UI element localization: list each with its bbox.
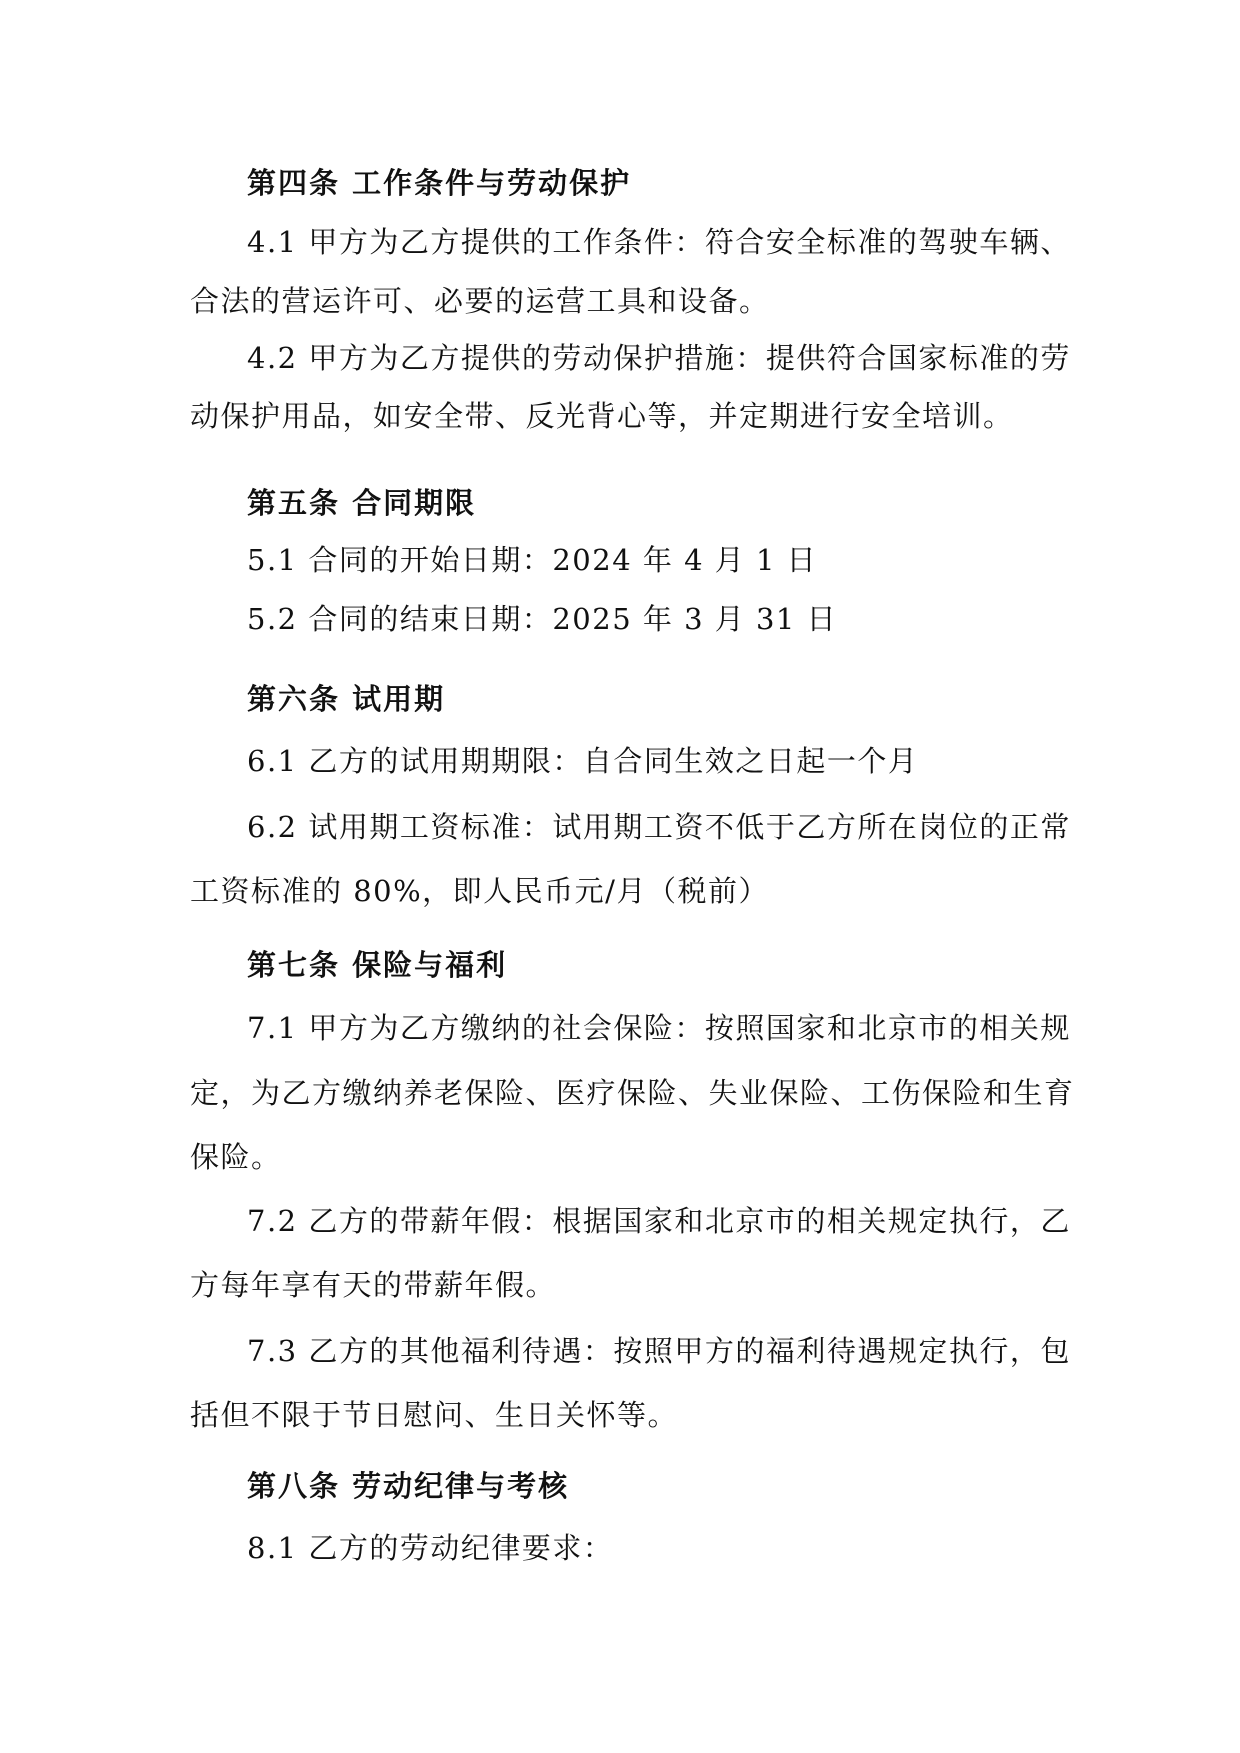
article-4-heading: 第四条 工作条件与劳动保护: [247, 166, 632, 200]
clause-6-2-cont: 工资标准的 80%，即人民币元/月（税前）: [190, 874, 769, 908]
clause-5-1: 5.1 合同的开始日期：2024 年 4 月 1 日: [247, 543, 818, 577]
clause-6-2: 6.2 试用期工资标准：试用期工资不低于乙方所在岗位的正常: [247, 810, 1071, 844]
article-6-heading: 第六条 试用期: [247, 682, 446, 716]
clause-8-1: 8.1 乙方的劳动纪律要求：: [247, 1531, 614, 1565]
clause-5-2: 5.2 合同的结束日期：2025 年 3 月 31 日: [247, 602, 838, 636]
clause-7-3-cont: 括但不限于节日慰问、生日关怀等。: [190, 1398, 679, 1432]
clause-7-3: 7.3 乙方的其他福利待遇：按照甲方的福利待遇规定执行，包: [247, 1334, 1071, 1368]
clause-4-1: 4.1 甲方为乙方提供的工作条件：符合安全标准的驾驶车辆、: [247, 225, 1071, 259]
clause-7-1: 7.1 甲方为乙方缴纳的社会保险：按照国家和北京市的相关规: [247, 1011, 1071, 1045]
clause-6-1: 6.1 乙方的试用期期限：自合同生效之日起一个月: [247, 744, 919, 778]
clause-4-2: 4.2 甲方为乙方提供的劳动保护措施：提供符合国家标准的劳: [247, 341, 1071, 375]
article-7-heading: 第七条 保险与福利: [247, 948, 508, 982]
clause-7-1-cont: 定，为乙方缴纳养老保险、医疗保险、失业保险、工伤保险和生育: [190, 1076, 1075, 1110]
article-5-heading: 第五条 合同期限: [247, 486, 477, 520]
article-8-heading: 第八条 劳动纪律与考核: [247, 1469, 570, 1503]
clause-7-1-cont-2: 保险。: [190, 1140, 282, 1174]
clause-4-2-cont: 动保护用品，如安全带、反光背心等，并定期进行安全培训。: [190, 399, 1014, 433]
clause-7-2: 7.2 乙方的带薪年假：根据国家和北京市的相关规定执行，乙: [247, 1204, 1071, 1238]
clause-7-2-cont: 方每年享有天的带薪年假。: [190, 1268, 557, 1302]
clause-4-1-cont: 合法的营运许可、必要的运营工具和设备。: [190, 284, 770, 318]
